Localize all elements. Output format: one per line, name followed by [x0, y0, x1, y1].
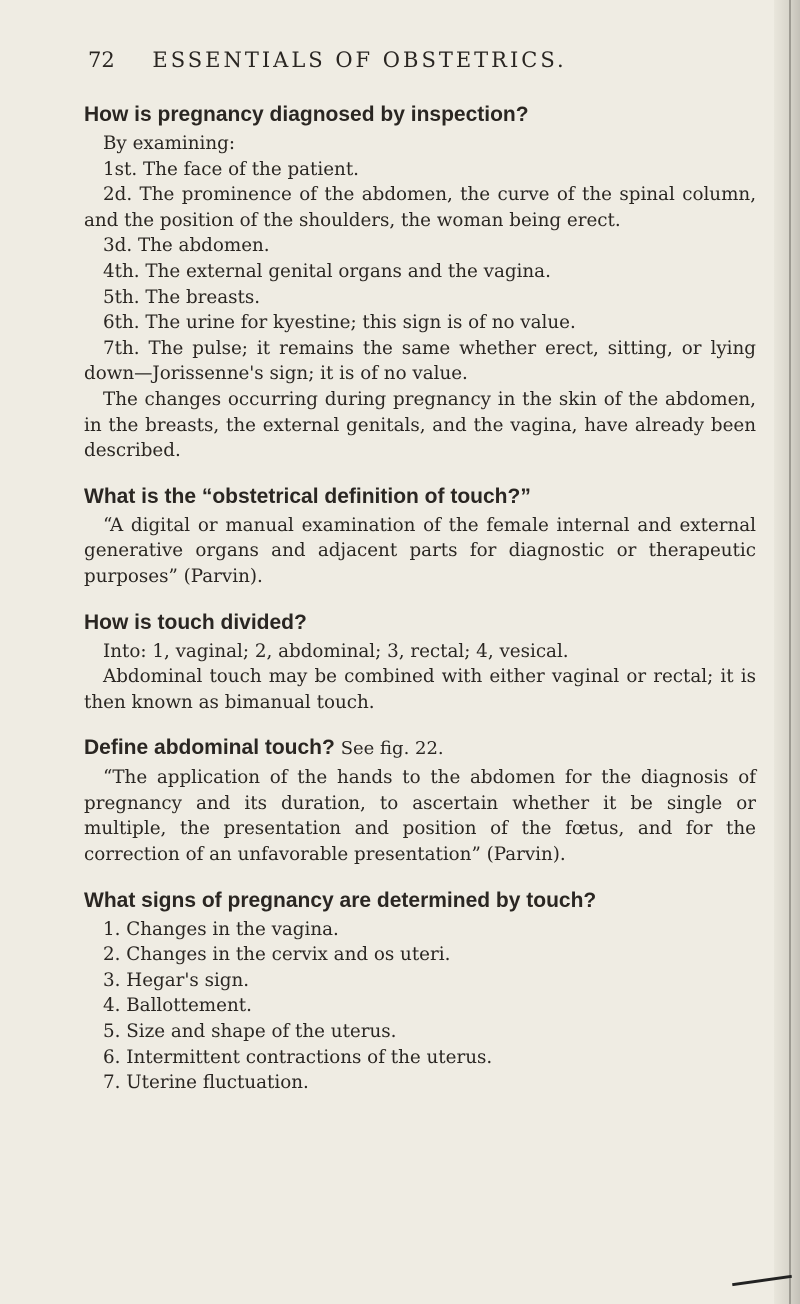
- running-header: [88, 48, 708, 72]
- paragraph: 5th. The breasts.: [103, 286, 261, 308]
- question-heading: [84, 734, 756, 763]
- list-item: 3. Hegar's sign.: [103, 969, 250, 991]
- paragraph: By examining:: [103, 133, 236, 154]
- list-item: 1. Changes in the vagina.: [103, 918, 339, 940]
- page-edge-line: [789, 0, 791, 1304]
- question-heading: What is the “obstetrical definition of touch?”: [84, 484, 531, 508]
- paragraph: 3d. The abdomen.: [103, 235, 270, 257]
- list-item: 4. Ballottement.: [103, 995, 252, 1017]
- paragraph: Into: 1, vaginal; 2, abdominal; 3, rectal; 4, vesical.: [103, 640, 569, 662]
- list-item: 2. Changes in the cervix and os uteri.: [103, 944, 451, 966]
- figure-reference: See fig. 22.: [340, 738, 444, 760]
- list-item: 6. Intermittent contractions of the uterus.: [103, 1046, 493, 1068]
- question-text: Define abdominal touch?: [84, 736, 335, 760]
- paragraph: 6th. The urine for kyestine; this sign is of no value.: [103, 312, 576, 334]
- page-body: [84, 101, 756, 1096]
- page-number: 72: [88, 48, 115, 72]
- question-heading: What signs of pregnancy are determined by touch?: [84, 888, 597, 912]
- list-item: 7. Uterine fluctuation.: [103, 1072, 309, 1094]
- question-heading: How is touch divided?: [84, 610, 307, 634]
- list-item: 5. Size and shape of the uterus.: [103, 1021, 397, 1043]
- paragraph: 2d. The prominence of the abdomen, the curve of the spinal column, and the position of the shoulders, the woman being erect.: [84, 184, 756, 231]
- page-edge: [774, 0, 800, 1304]
- paragraph: Abdominal touch may be combined with either vaginal or rectal; it is then known as bimanual touch.: [84, 666, 756, 713]
- paragraph: 7th. The pulse; it remains the same whether erect, sitting, or lying down—Jorissenne's sign; it is of no value.: [84, 337, 756, 385]
- paragraph: 1st. The face of the patient.: [103, 158, 359, 180]
- paragraph: “The application of the hands to the abdomen for the diagnosis of pregnancy and its duration, to ascertain whether it be single or multiple, the presentation and position of the fœtus, and for the correction of an unfavorable presentation” (Parvin).: [84, 767, 756, 866]
- running-title: ESSENTIALS OF OBSTETRICS.: [152, 48, 567, 72]
- paragraph: The changes occurring during pregnancy in the skin of the abdomen, in the breasts, the external genitals, and the vagina, have already been described.: [84, 388, 756, 462]
- paragraph: 4th. The external genital organs and the vagina.: [103, 260, 551, 282]
- paragraph: “A digital or manual examination of the female internal and external generative organs and adjacent parts for diagnostic or therapeutic purposes” (Parvin).: [84, 514, 756, 587]
- question-heading: How is pregnancy diagnosed by inspection?: [84, 103, 529, 126]
